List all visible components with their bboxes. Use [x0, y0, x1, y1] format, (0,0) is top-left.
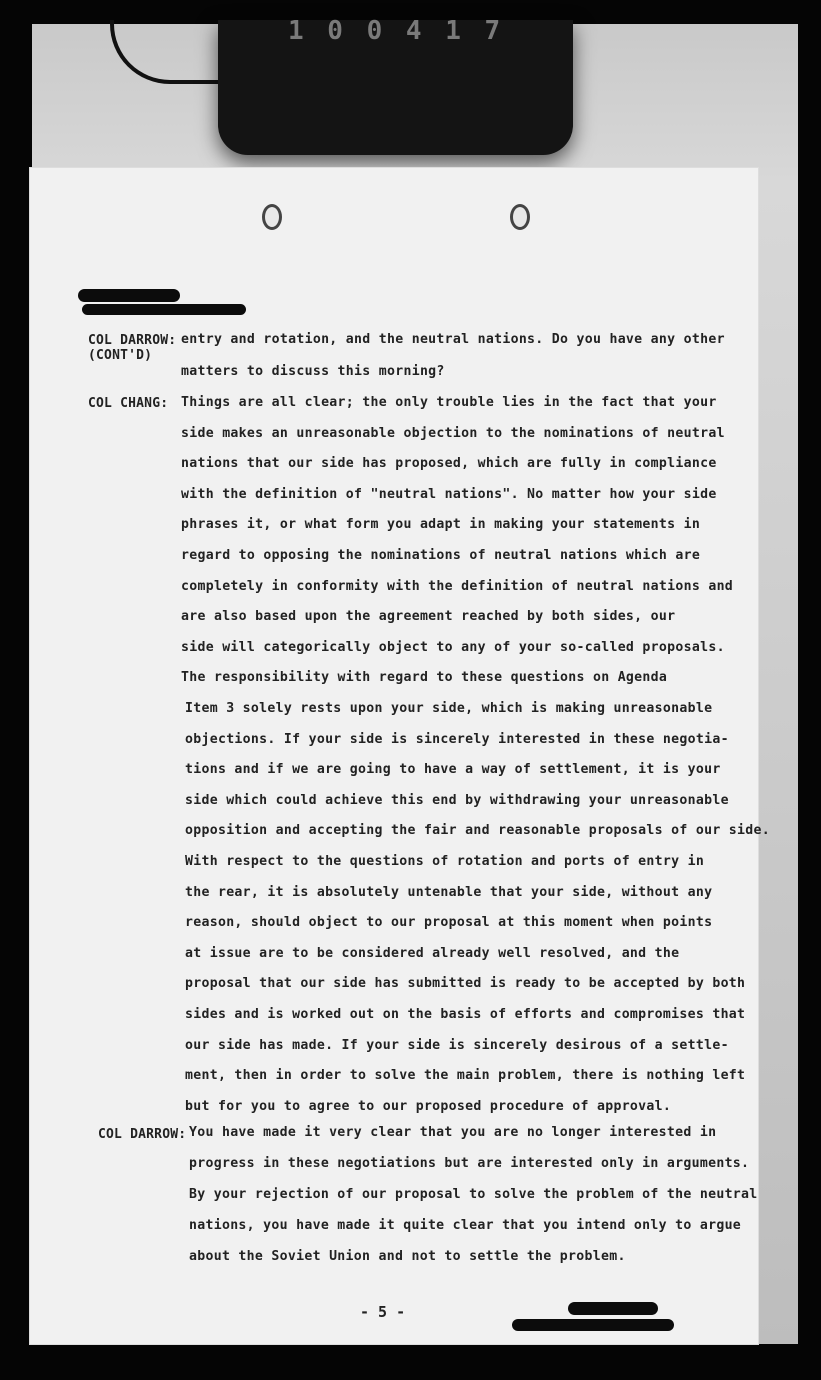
transcript-line: completely in conformity with the definition of neutral nations and	[181, 579, 734, 594]
transcript-line: side makes an unreasonable objection to the nominations of neutral	[181, 426, 725, 441]
transcript-line: ment, then in order to solve the main problem, there is nothing left	[185, 1068, 746, 1083]
redaction-bar	[512, 1319, 674, 1331]
transcript-line: side which could achieve this end by withdrawing your unreasonable	[185, 793, 729, 808]
transcript-line: nations, you have made it quite clear that you intend only to argue	[189, 1218, 742, 1233]
transcript-line: with the definition of "neutral nations". No matter how your side	[181, 487, 717, 502]
transcript-line: With respect to the questions of rotation and ports of entry in	[185, 854, 705, 869]
transcript-line: Things are all clear; the only trouble lies in the fact that your	[181, 395, 717, 410]
transcript-line: nations that our side has proposed, which are fully in compliance	[181, 456, 717, 471]
transcript-line: regard to opposing the nominations of neutral nations which are	[181, 548, 701, 563]
transcript-line: our side has made. If your side is sincerely desirous of a settle-	[185, 1038, 729, 1053]
transcript-line: are also based upon the agreement reached by both sides, our	[181, 609, 676, 624]
transcript-line: By your rejection of our proposal to solve the problem of the neutral	[189, 1187, 758, 1202]
transcript-line: at issue are to be considered already well resolved, and the	[185, 946, 680, 961]
redaction-bar	[78, 289, 180, 302]
transcript-line: about the Soviet Union and not to settle the problem.	[189, 1249, 626, 1264]
transcript-line: opposition and accepting the fair and reasonable proposals of our side.	[185, 823, 771, 838]
transcript-line: tions and if we are going to have a way of settlement, it is your	[185, 762, 721, 777]
transcript-line: You have made it very clear that you are no longer interested in	[189, 1125, 717, 1140]
redaction-bar	[82, 304, 246, 315]
page-number: - 5 -	[360, 1303, 406, 1321]
transcript-line: proposal that our side has submitted is ready to be accepted by both	[185, 976, 746, 991]
stamp-number: 1 0 0 4 1 7	[288, 16, 505, 46]
transcript-line: progress in these negotiations but are interested only in arguments.	[189, 1156, 750, 1171]
transcript-line: entry and rotation, and the neutral nations. Do you have any other	[181, 332, 725, 347]
transcript-line: the rear, it is absolutely untenable that your side, without any	[185, 885, 713, 900]
speaker-label-continued: (CONT'D)	[88, 348, 153, 363]
transcript-line: objections. If your side is sincerely interested in these negotia-	[185, 732, 729, 747]
transcript-line: The responsibility with regard to these questions on Agenda	[181, 670, 668, 685]
speaker-label: COL DARROW:	[88, 333, 177, 348]
transcript-line: matters to discuss this morning?	[181, 364, 445, 379]
transcript-line: phrases it, or what form you adapt in making your statements in	[181, 517, 701, 532]
speaker-label: COL DARROW:	[98, 1127, 187, 1142]
redaction-bar	[568, 1302, 658, 1315]
transcript-line: sides and is worked out on the basis of efforts and compromises that	[185, 1007, 746, 1022]
transcript-line: reason, should object to our proposal at this moment when points	[185, 915, 713, 930]
punch-hole-left	[262, 204, 282, 230]
speaker-label: COL CHANG:	[88, 396, 169, 411]
transcript-line: side will categorically object to any of your so-called proposals.	[181, 640, 725, 655]
punch-hole-right	[510, 204, 530, 230]
transcript-line: Item 3 solely rests upon your side, which is making unreasonable	[185, 701, 713, 716]
transcript-line: but for you to agree to our proposed procedure of approval.	[185, 1099, 672, 1114]
